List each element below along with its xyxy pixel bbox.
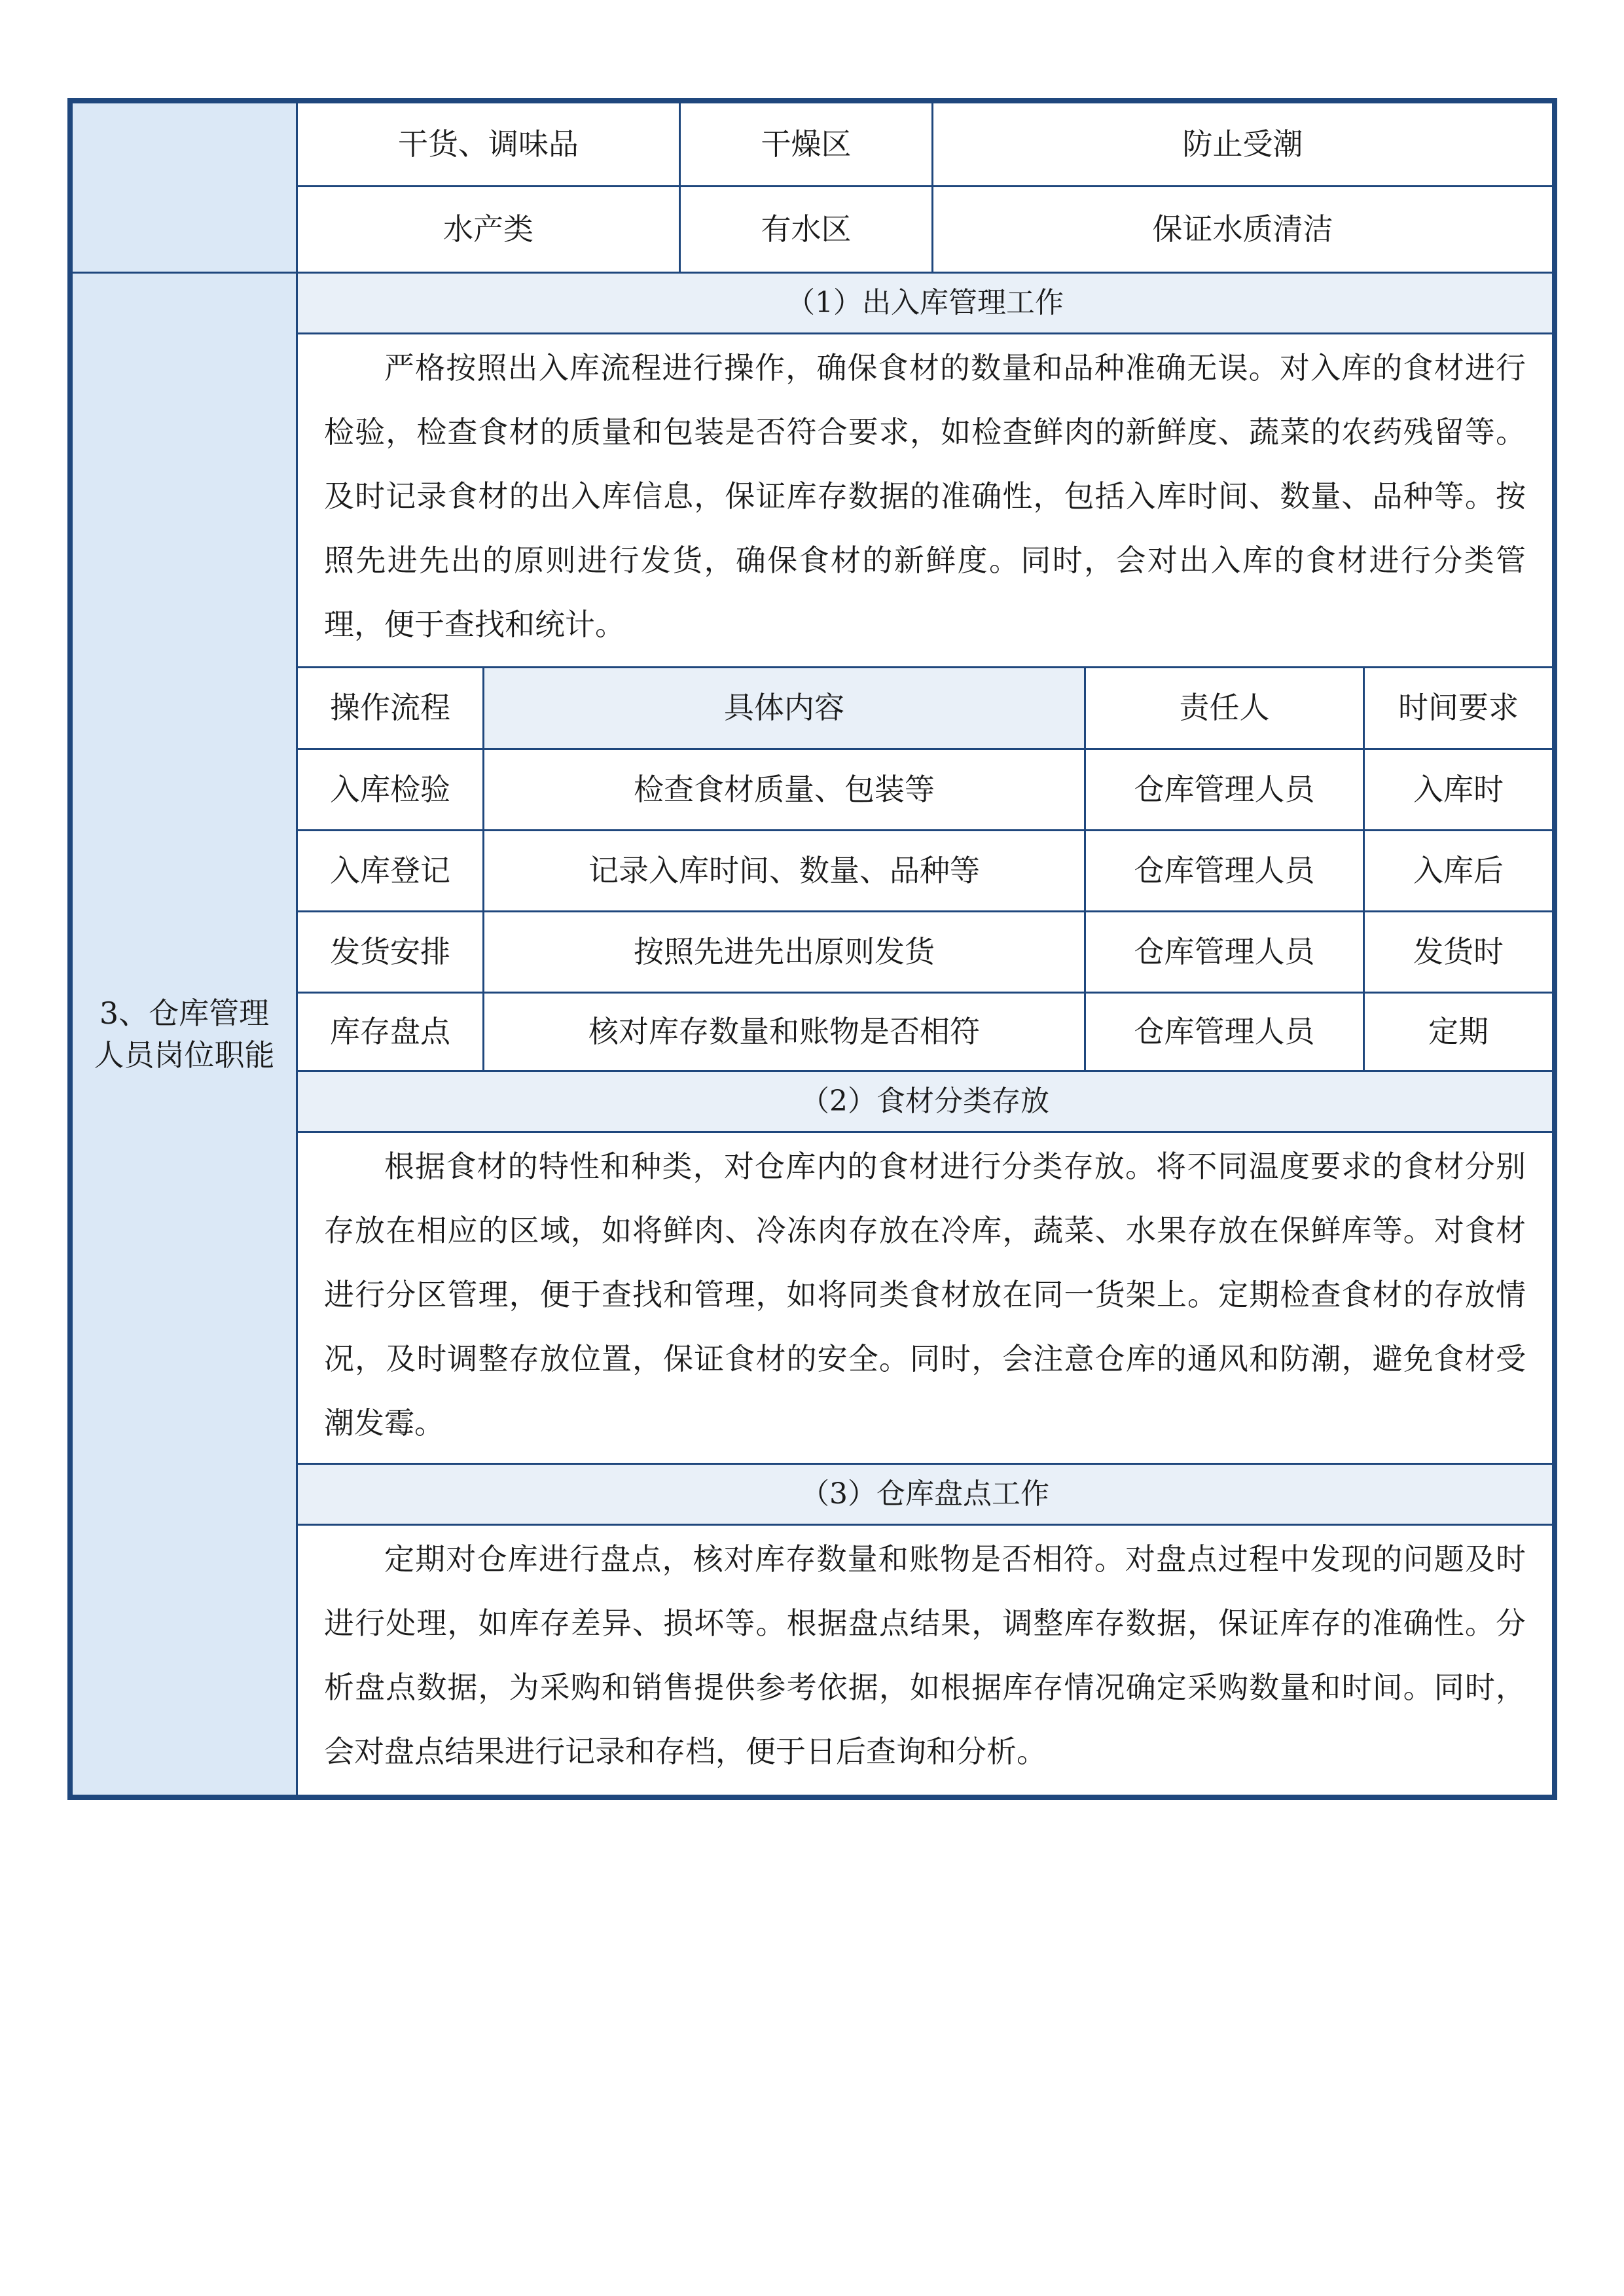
section-title: （1）出入库管理工作	[786, 286, 1064, 320]
process-owner-cell: 仓库管理人员	[1134, 771, 1315, 807]
grid-line	[1084, 666, 1086, 1070]
process-content-cell: 记录入库时间、数量、品种等	[588, 852, 980, 888]
process-step-cell: 入库登记	[330, 852, 450, 888]
grid-line	[296, 103, 298, 1795]
process-step-cell: 发货安排	[330, 933, 450, 969]
process-step-cell: 入库检验	[330, 771, 450, 807]
left-column-top	[73, 103, 296, 272]
storage-zone-cell: 有水区	[761, 211, 852, 247]
grid-line	[73, 272, 1552, 274]
section-paragraph: 根据食材的特性和种类，对仓库内的食材进行分类存放。将不同温度要求的食材分别存放在相应的区域，如将鲜肉、冷冻肉存放在冷库，蔬菜、水果存放在保鲜库等。对食材进行分区管理，便于查找和管理，如将同类食材放在同一货架上。定期检查食材的存放情况，及时调整存放位置，保证食材的安全。同时，会注意仓库的通风和防潮，避免食材受潮发霉。	[324, 1149, 1526, 1441]
process-header-time: 时间要求	[1398, 690, 1519, 726]
process-time-cell: 入库时	[1413, 771, 1504, 807]
process-owner-cell: 仓库管理人员	[1134, 852, 1315, 888]
storage-item-cell: 水产类	[443, 211, 533, 247]
grid-line	[1363, 666, 1365, 1070]
process-content-cell: 核对库存数量和账物是否相符	[588, 1013, 980, 1049]
process-header-step: 操作流程	[330, 690, 450, 726]
grid-line	[298, 1463, 1552, 1465]
grid-line	[482, 666, 484, 1070]
process-header-content: 具体内容	[724, 690, 844, 726]
process-time-cell: 定期	[1428, 1013, 1489, 1049]
section-paragraph: 严格按照出入库流程进行操作，确保食材的数量和品种准确无误。对入库的食材进行检验，检查食材的质量和包装是否符合要求，如检查鲜肉的新鲜度、蔬菜的农药残留等。及时记录食材的出入库信息，保证库存数据的准确性，包括入库时间、数量、品种等。按照先进先出的原则进行发货，确保食材的新鲜度。同时，会对出入库的食材进行分类管理，便于查找和统计。	[324, 350, 1526, 642]
section-title: （3）仓库盘点工作	[801, 1477, 1049, 1511]
role-label: 3、仓库管理人员岗位职能	[94, 996, 275, 1073]
process-content-cell: 检查食材质量、包装等	[634, 771, 935, 807]
grid-line	[298, 185, 1552, 187]
storage-item-cell: 干货、调味品	[398, 126, 579, 162]
storage-requirement-cell: 保证水质清洁	[1152, 211, 1333, 247]
grid-line	[931, 103, 933, 272]
grid-line	[298, 1070, 1552, 1072]
process-time-cell: 入库后	[1413, 852, 1504, 888]
storage-zone-cell: 干燥区	[761, 126, 852, 162]
process-step-cell: 库存盘点	[330, 1013, 450, 1049]
storage-requirement-cell: 防止受潮	[1182, 126, 1303, 162]
grid-line	[298, 1524, 1552, 1526]
section-title: （2）食材分类存放	[801, 1085, 1049, 1119]
process-header-owner: 责任人	[1179, 690, 1270, 726]
process-owner-cell: 仓库管理人员	[1134, 933, 1315, 969]
process-content-cell: 按照先进先出原则发货	[634, 933, 935, 969]
grid-line	[298, 1131, 1552, 1133]
job-function-table	[67, 98, 1557, 1800]
process-owner-cell: 仓库管理人员	[1134, 1013, 1315, 1049]
section-paragraph: 定期对仓库进行盘点，核对库存数量和账物是否相符。对盘点过程中发现的问题及时进行处理，如库存差异、损坏等。根据盘点结果，调整库存数据，保证库存的准确性。分析盘点数据，为采购和销售提供参考依据，如根据库存情况确定采购数量和时间。同时，会对盘点结果进行记录和存档，便于日后查询和分析。	[324, 1541, 1526, 1769]
grid-line	[298, 332, 1552, 334]
process-time-cell: 发货时	[1413, 933, 1504, 969]
grid-line	[679, 103, 681, 272]
